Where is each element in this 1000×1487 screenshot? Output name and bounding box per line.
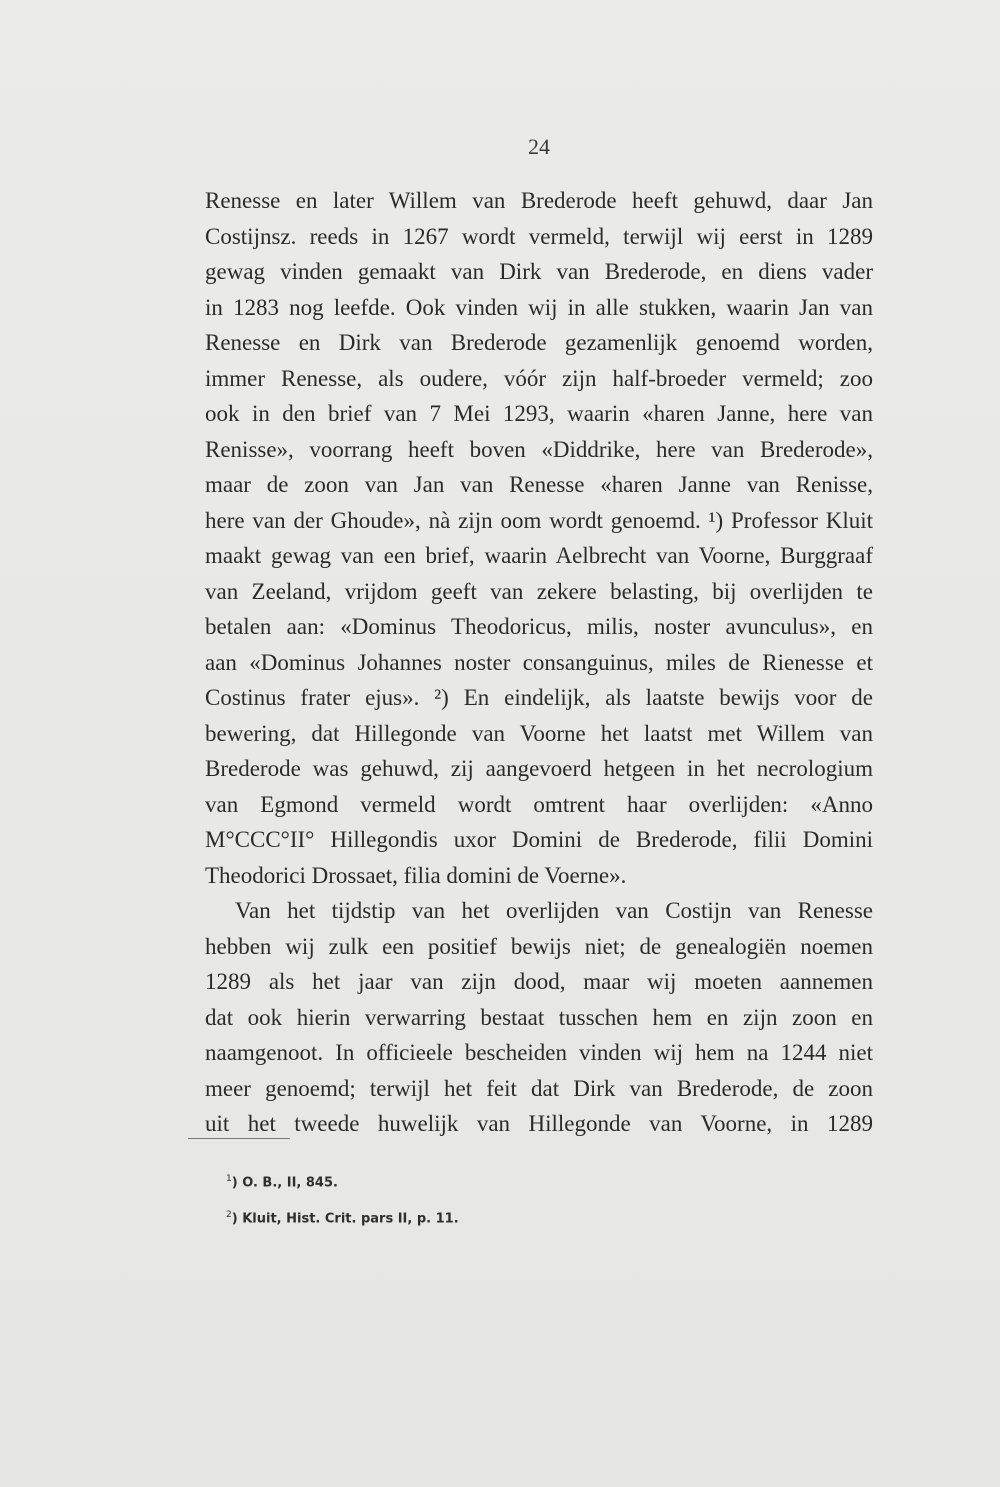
page-number: 24 [528, 134, 550, 159]
footnotes [226, 1161, 459, 1233]
footnote-item [226, 1197, 459, 1233]
text-line: aan «Dominus Johannes noster consanguinus, miles de Rienesse et [205, 649, 873, 675]
footnote-text: ) Kluit, Hist. Crit. pars II, p. 11. [231, 1211, 459, 1227]
text-line: immer Renesse, als oudere, vóór zijn half-broeder vermeld; zoo [205, 365, 873, 391]
text-line: maakt gewag van een brief, waarin Aelbrecht van Voorne, Burggraaf [205, 543, 873, 568]
text-line: Costijnsz. reeds in 1267 wordt vermeld, terwijl wij eerst in 1289 [205, 223, 873, 249]
text-line: M°CCC°II° Hillegondis uxor Domini de Brederode, filii Domini [205, 827, 873, 852]
paragraph-start-line: Van het tijdstip van het overlijden van Costijn van Renesse [235, 898, 873, 923]
footnote-divider [188, 1138, 290, 1139]
body-text [205, 183, 873, 1142]
text-line: here van der Ghoude», nà zijn oom wordt genoemd. ¹) Professor Kluit [205, 507, 873, 533]
text-line: uit het tweede huwelijk van Hillegonde van Voorne, in 1289 [205, 1111, 873, 1136]
text-line: Costinus frater ejus». ²) En eindelijk, als laatste bewijs voor de [205, 685, 873, 710]
text-line: van Zeeland, vrijdom geeft van zekere belasting, bij overlijden te [205, 578, 873, 604]
text-line: hebben wij zulk een positief bewijs niet; de genealogiën noemen [205, 933, 873, 959]
text-line: Renisse», voorrang heeft boven «Diddrike, here van Brederode», [205, 436, 873, 462]
text-line: betalen aan: «Dominus Theodoricus, milis, noster avunculus», en [205, 614, 873, 639]
text-line: gewag vinden gemaakt van Dirk van Brederode, en diens vader [205, 259, 873, 284]
footnote-mark: 1 [226, 1174, 232, 1184]
text-line: naamgenoot. In officieele bescheiden vinden wij hem na 1244 niet [205, 1040, 873, 1065]
footnote-mark: 2 [226, 1210, 232, 1220]
text-line: Renesse en later Willem van Brederode heeft gehuwd, daar Jan [205, 188, 873, 213]
text-line: van Egmond vermeld wordt omtrent haar overlijden: «Anno [205, 791, 873, 817]
paragraph-end-line: Theodorici Drossaet, filia domini de Voerne». [205, 862, 627, 888]
text-line: 1289 als het jaar van zijn dood, maar wij moeten aannemen [205, 969, 873, 994]
text-line: ook in den brief van 7 Mei 1293, waarin «haren Janne, here van [205, 401, 873, 426]
text-line: Brederode was gehuwd, zij aangevoerd hetgeen in het necrologium [205, 756, 873, 781]
text-line: maar de zoon van Jan van Renesse «haren Janne van Renisse, [205, 472, 873, 497]
text-line: meer genoemd; terwijl het feit dat Dirk van Brederode, de zoon [205, 1075, 873, 1101]
footnote-text: ) O. B., II, 845. [231, 1175, 338, 1191]
text-line: dat ook hierin verwarring bestaat tusschen hem en zijn zoon en [205, 1004, 873, 1030]
text-line: Renesse en Dirk van Brederode gezamenlijk genoemd worden, [205, 330, 873, 355]
footnote-item [226, 1161, 459, 1197]
text-line: in 1283 nog leefde. Ook vinden wij in alle stukken, waarin Jan van [205, 294, 873, 320]
text-line: bewering, dat Hillegonde van Voorne het laatst met Willem van [205, 720, 873, 746]
